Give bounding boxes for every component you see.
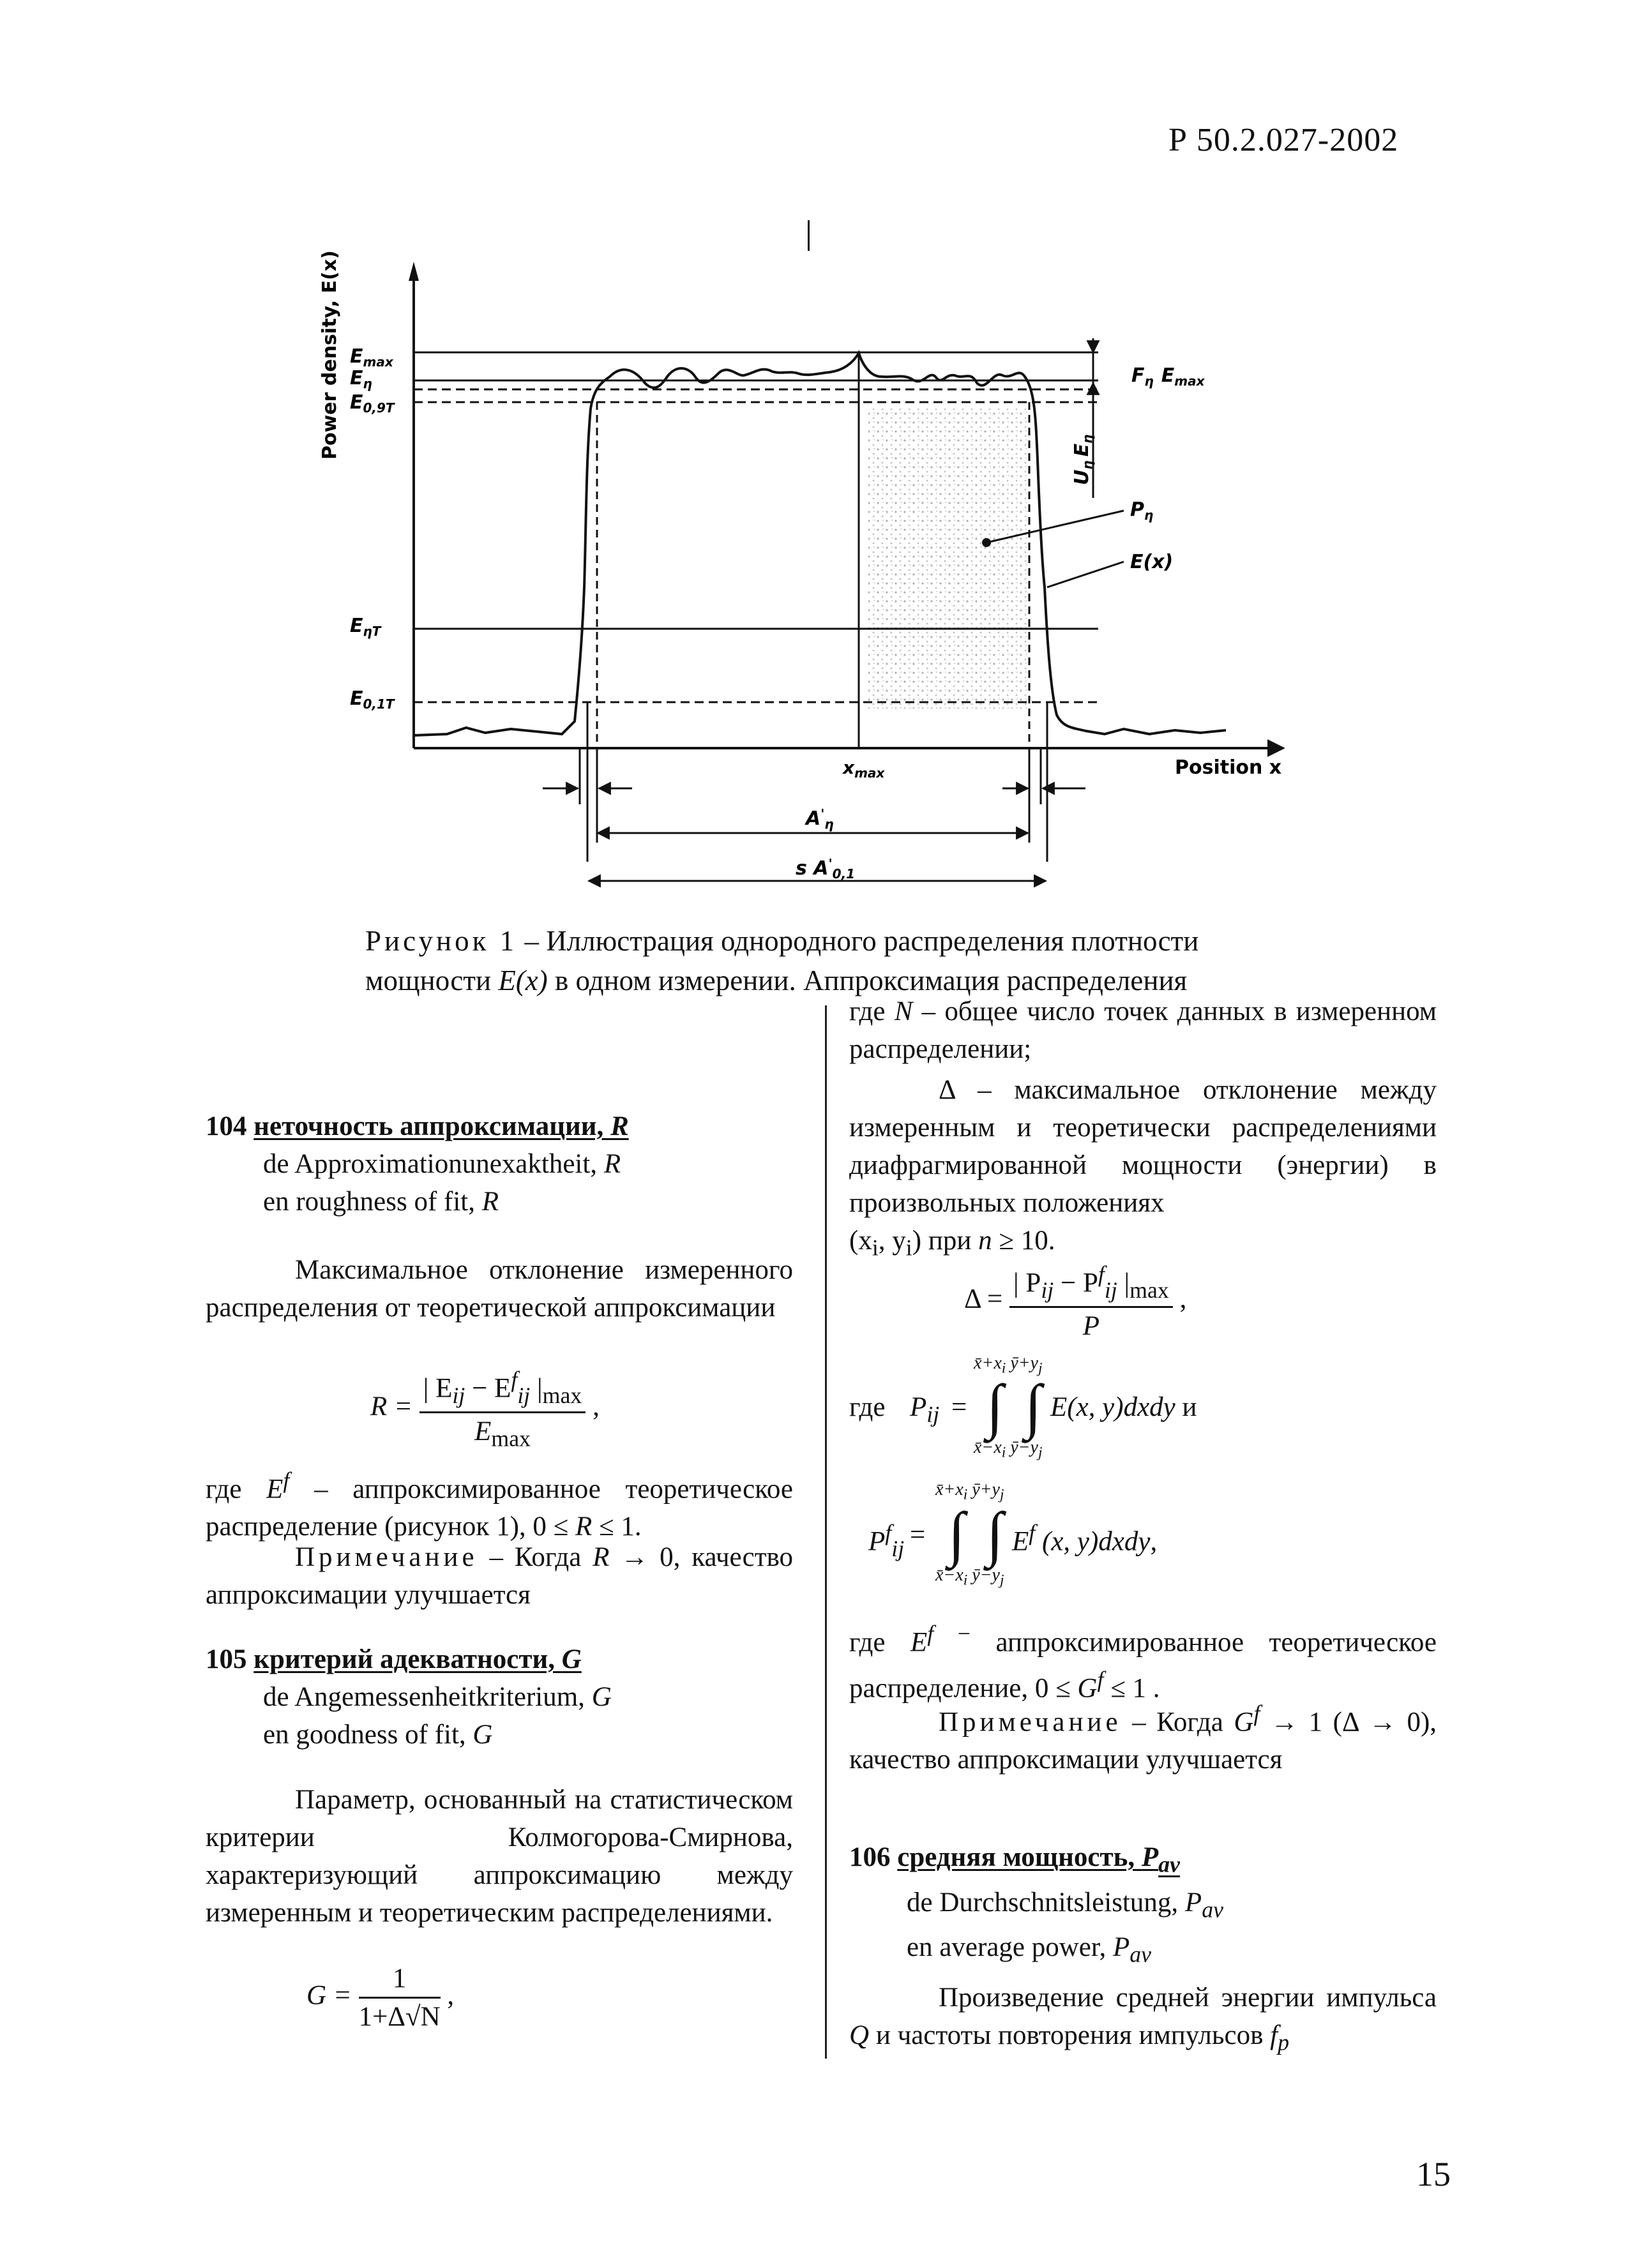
term-106-en: en average power, $P_{av}$ [907, 1932, 1152, 1967]
term-104-note: Примечание – Когда R → 0, качество аппроксимации улучшается [206, 1542, 793, 1610]
label-e01t: $E_{0,1T}$ [350, 687, 395, 712]
column-divider [825, 1005, 827, 2059]
x-axis-label: Position x [1175, 756, 1282, 779]
term-105-de: de Angemessenheitkriterium, G [263, 1682, 612, 1712]
e-x-leader [1047, 562, 1124, 587]
formula-delta: Δ = $\frac{| P_{ij} - P^f_{ij} |_{max}}{P}$ , [964, 1261, 1187, 1341]
term-104-definition: Максимальное отклонение измеренного распределения от теоретической аппроксимации [206, 1255, 793, 1323]
page-number: 15 [1416, 2155, 1451, 2193]
caption-prefix: Рисунок 1 [365, 925, 518, 957]
term-105 [206, 1641, 793, 1754]
p-eta-dot [982, 538, 991, 547]
formula-r: R = $\frac{| E_{ij} - E^f_{ij} |_{max}}{E_{max}}$ , [370, 1367, 600, 1452]
integral-sign-1: ∫ [986, 1372, 1004, 1440]
term-105-en: en goodness of fit, G [263, 1720, 493, 1750]
formula-pij: где $P_{ij}$ = $x̄+x_i$ $ȳ+y_j$ ∫ ∫ E(x, y)dxdy и $x̄-x_i$ $ȳ-y_j$ [849, 1353, 1197, 1461]
term-104-heading: 104 неточность аппроксимации, R [206, 1111, 629, 1141]
delta-definition: Δ – максимальное отклонение между измеренным и теоретически распределениями диафрагмированной мощности (энергии) в произвольных положениях [849, 1075, 1437, 1218]
label-eeta: $E_\eta$ [350, 367, 372, 391]
e-x-curve [414, 353, 1226, 735]
power-density-figure [0, 0, 1632, 913]
delta-positions: ($x_i$, $y_i$) при n ≥ 10. [849, 1226, 1055, 1261]
label-emax: $E_{max}$ [350, 345, 393, 370]
term-106-definition: Произведение средней энергии импульса Q и частоты повторения импульсов $f_p$ [849, 1983, 1437, 2055]
integral-sign-2: ∫ [1025, 1372, 1042, 1440]
label-f-eta-emax: $F_\eta$ $E_{max}$ [1131, 364, 1205, 389]
term-105-definition: Параметр, основанный на статистическом критерии Колмогорова-Смирнова, характеризующий аппроксимацию между измеренным и теоретическим распределениями. [206, 1785, 793, 1928]
y-axis-arrow [409, 262, 419, 281]
term-104-de: de Approximationunexaktheit, R [263, 1149, 621, 1179]
label-u-eta-e-eta: $U_\eta E_\eta$ [1071, 434, 1095, 485]
caption-line-1: Рисунок 1 – Иллюстрация однородного распределения плотности [365, 925, 1199, 957]
ef-where: где $E^f$ − аппроксимированное теоретическое распределение, $0 \le G^f \le 1$ . [849, 1621, 1437, 1704]
formula-pfij: $P^f_{ij}$ = $x̄+x_i$ $ȳ+y_j$ ∫ ∫ $E^f$ (x, y)dxdy, $x̄-x_i$ $ȳ-y_j$ [868, 1480, 1158, 1589]
integral-sign-3: ∫ [948, 1499, 965, 1568]
label-a-eta: $A'_\eta$ [806, 806, 834, 832]
term-106-heading: 106 средняя мощность, $P_{av}$ [849, 1842, 1180, 1877]
term-104-en: en roughness of fit, R [263, 1187, 499, 1217]
where-n: где N – общее число точек данных в измеренном распределении; [849, 996, 1437, 1064]
term-106 [849, 1838, 1437, 1974]
label-xmax: $x_{max}$ [843, 757, 885, 781]
label-e09t: $E_{0,9T}$ [350, 391, 395, 416]
term-104 [206, 1108, 793, 1220]
term-104-where: где $E^f$ – аппроксимированное теоретическое распределение (рисунок 1), 0 ≤ R ≤ 1. [206, 1468, 793, 1542]
stipple-region [868, 409, 1028, 709]
integral-sign-4: ∫ [986, 1499, 1004, 1568]
caption-line-2: мощности E(x) в одном измерении. Аппроксимация распределения [365, 965, 1188, 996]
label-p-eta: $P_\eta$ [1130, 499, 1154, 523]
term-106-de: de Durchschnitsleistung, $P_{av}$ [907, 1887, 1224, 1923]
label-s-a01: s $A'_{0,1}$ [796, 856, 856, 882]
right-note: Примечание – Когда $G^f \to 1$ (Δ → 0), качество аппроксимации улучшается [849, 1701, 1437, 1775]
label-eeta-t: $E_{\eta T}$ [350, 615, 381, 639]
term-105-heading: 105 критерий адекватности, G [206, 1644, 582, 1674]
figure-caption [365, 921, 1310, 1000]
label-e-x: E(x) [1130, 551, 1174, 573]
y-axis-label: Power density, E(x) [319, 250, 341, 460]
formula-g: G = $\frac{1}{1+\Delta√N}$ , [306, 1964, 455, 2032]
document-code: Р 50.2.027-2002 [1168, 122, 1399, 158]
